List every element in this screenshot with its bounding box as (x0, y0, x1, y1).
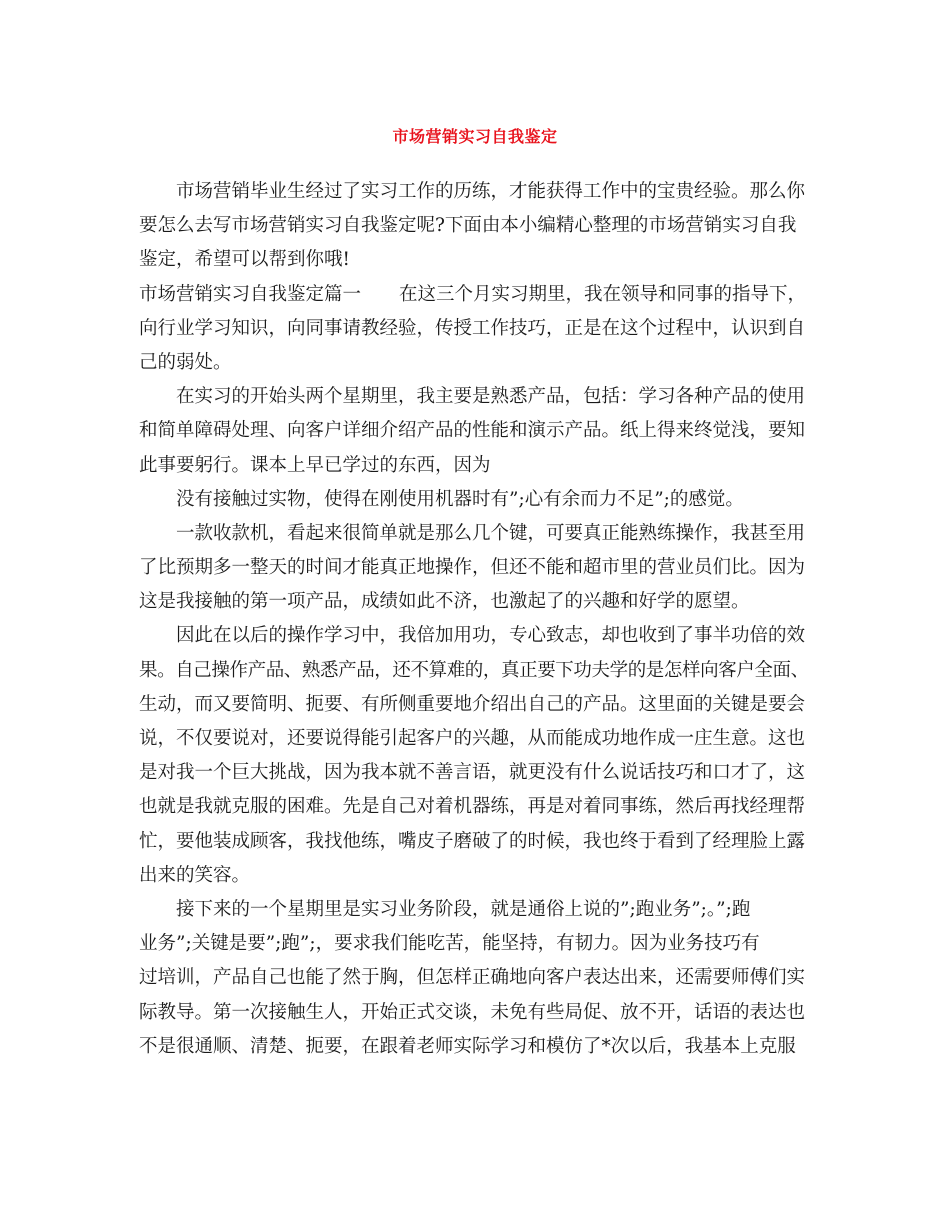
section-heading-line (139, 278, 821, 312)
paragraph-line: 此事要躬行。课本上早已学过的东西，因为 (139, 454, 491, 476)
paragraph-line: 也就是我就克服的困难。先是自己对着机器练，再是对着同事练，然后再找经理帮 (139, 796, 806, 818)
paragraph-line: 接下来的一个星期里是实习业务阶段，就是通俗上说的”;跑业务”;。”;跑 (176, 898, 751, 920)
paragraph-line: 过培训，产品自己也能了然于胸，但怎样正确地向客户表达出来，还需要师傅们实 (139, 967, 806, 989)
paragraph-line: 这是我接触的第一项产品，成绩如此不济，也激起了的兴趣和好学的愿望。 (139, 591, 750, 613)
paragraph-line: 鉴定，希望可以帮到你哦! (139, 249, 350, 271)
document-body (139, 175, 821, 1064)
section-intro: 在这三个月实习期里，我在领导和同事的指导下， (399, 283, 807, 305)
paragraph-line: 己的弱处。 (139, 351, 232, 373)
paragraph-line: 和简单障碍处理、向客户详细介绍产品的性能和演示产品。纸上得来终觉浅，要知 (139, 420, 806, 442)
paragraph-line: 要怎么去写市场营销实习自我鉴定呢?下面由本小编精心整理的市场营销实习自我 (139, 215, 797, 237)
paragraph-line: 际教导。第一次接触生人，开始正式交谈，未免有些局促、放不开，话语的表达也 (139, 1001, 806, 1023)
paragraph-line: 生动，而又要简明、扼要、有所侧重要地介绍出自己的产品。这里面的关键是要会 (139, 693, 806, 715)
paragraph-line: 忙，要他装成顾客，我找他练，嘴皮子磨破了的时候，我也终于看到了经理脸上露 (139, 830, 806, 852)
paragraph-line: 果。自己操作产品、熟悉产品，还不算难的，真正要下功夫学的是怎样向客户全面、 (139, 659, 809, 681)
paragraph-line: 说，不仅要说对，还要说得能引起客户的兴趣，从而能成功地作成一庄生意。这也 (139, 728, 806, 749)
paragraph-line: 因此在以后的操作学习中，我倍加用功，专心致志，却也收到了事半功倍的效 (176, 625, 806, 647)
paragraph-line: 向行业学习知识，向同事请教经验，传授工作技巧，正是在这个过程中，认识到自 (139, 317, 806, 339)
paragraph-line: 一款收款机，看起来很简单就是那么几个键，可要真正能熟练操作，我甚至用 (176, 522, 806, 544)
paragraph-line: 不是很通顺、清楚、扼要，在跟着老师实际学习和模仿了*次以后，我基本上克服 (139, 1035, 796, 1057)
paragraph-line: 出来的笑容。 (139, 864, 251, 886)
paragraph-line: 业务”;关键是要”;跑”;，要求我们能吃苦，能坚持，有韧力。因为业务技巧有 (139, 933, 760, 955)
paragraph-line: 是对我一个巨大挑战，因为我本就不善言语，就更没有什么说话技巧和口才了，这 (139, 762, 806, 784)
section-heading: 市场营销实习自我鉴定篇一 (139, 283, 362, 305)
paragraph-line: 没有接触过实物，使得在刚使用机器时有”;心有余而力不足”;的感觉。 (176, 488, 744, 510)
paragraph-line: 在实习的开始头两个星期里，我主要是熟悉产品，包括：学习各种产品的使用 (176, 386, 806, 408)
document-title: 市场营销实习自我鉴定 (392, 127, 558, 146)
paragraph-line: 市场营销毕业生经过了实习工作的历练，才能获得工作中的宝贵经验。那么你 (176, 181, 806, 202)
paragraph-line: 了比预期多一整天的时间才能真正地操作，但还不能和超市里的营业员们比。因为 (139, 557, 806, 579)
